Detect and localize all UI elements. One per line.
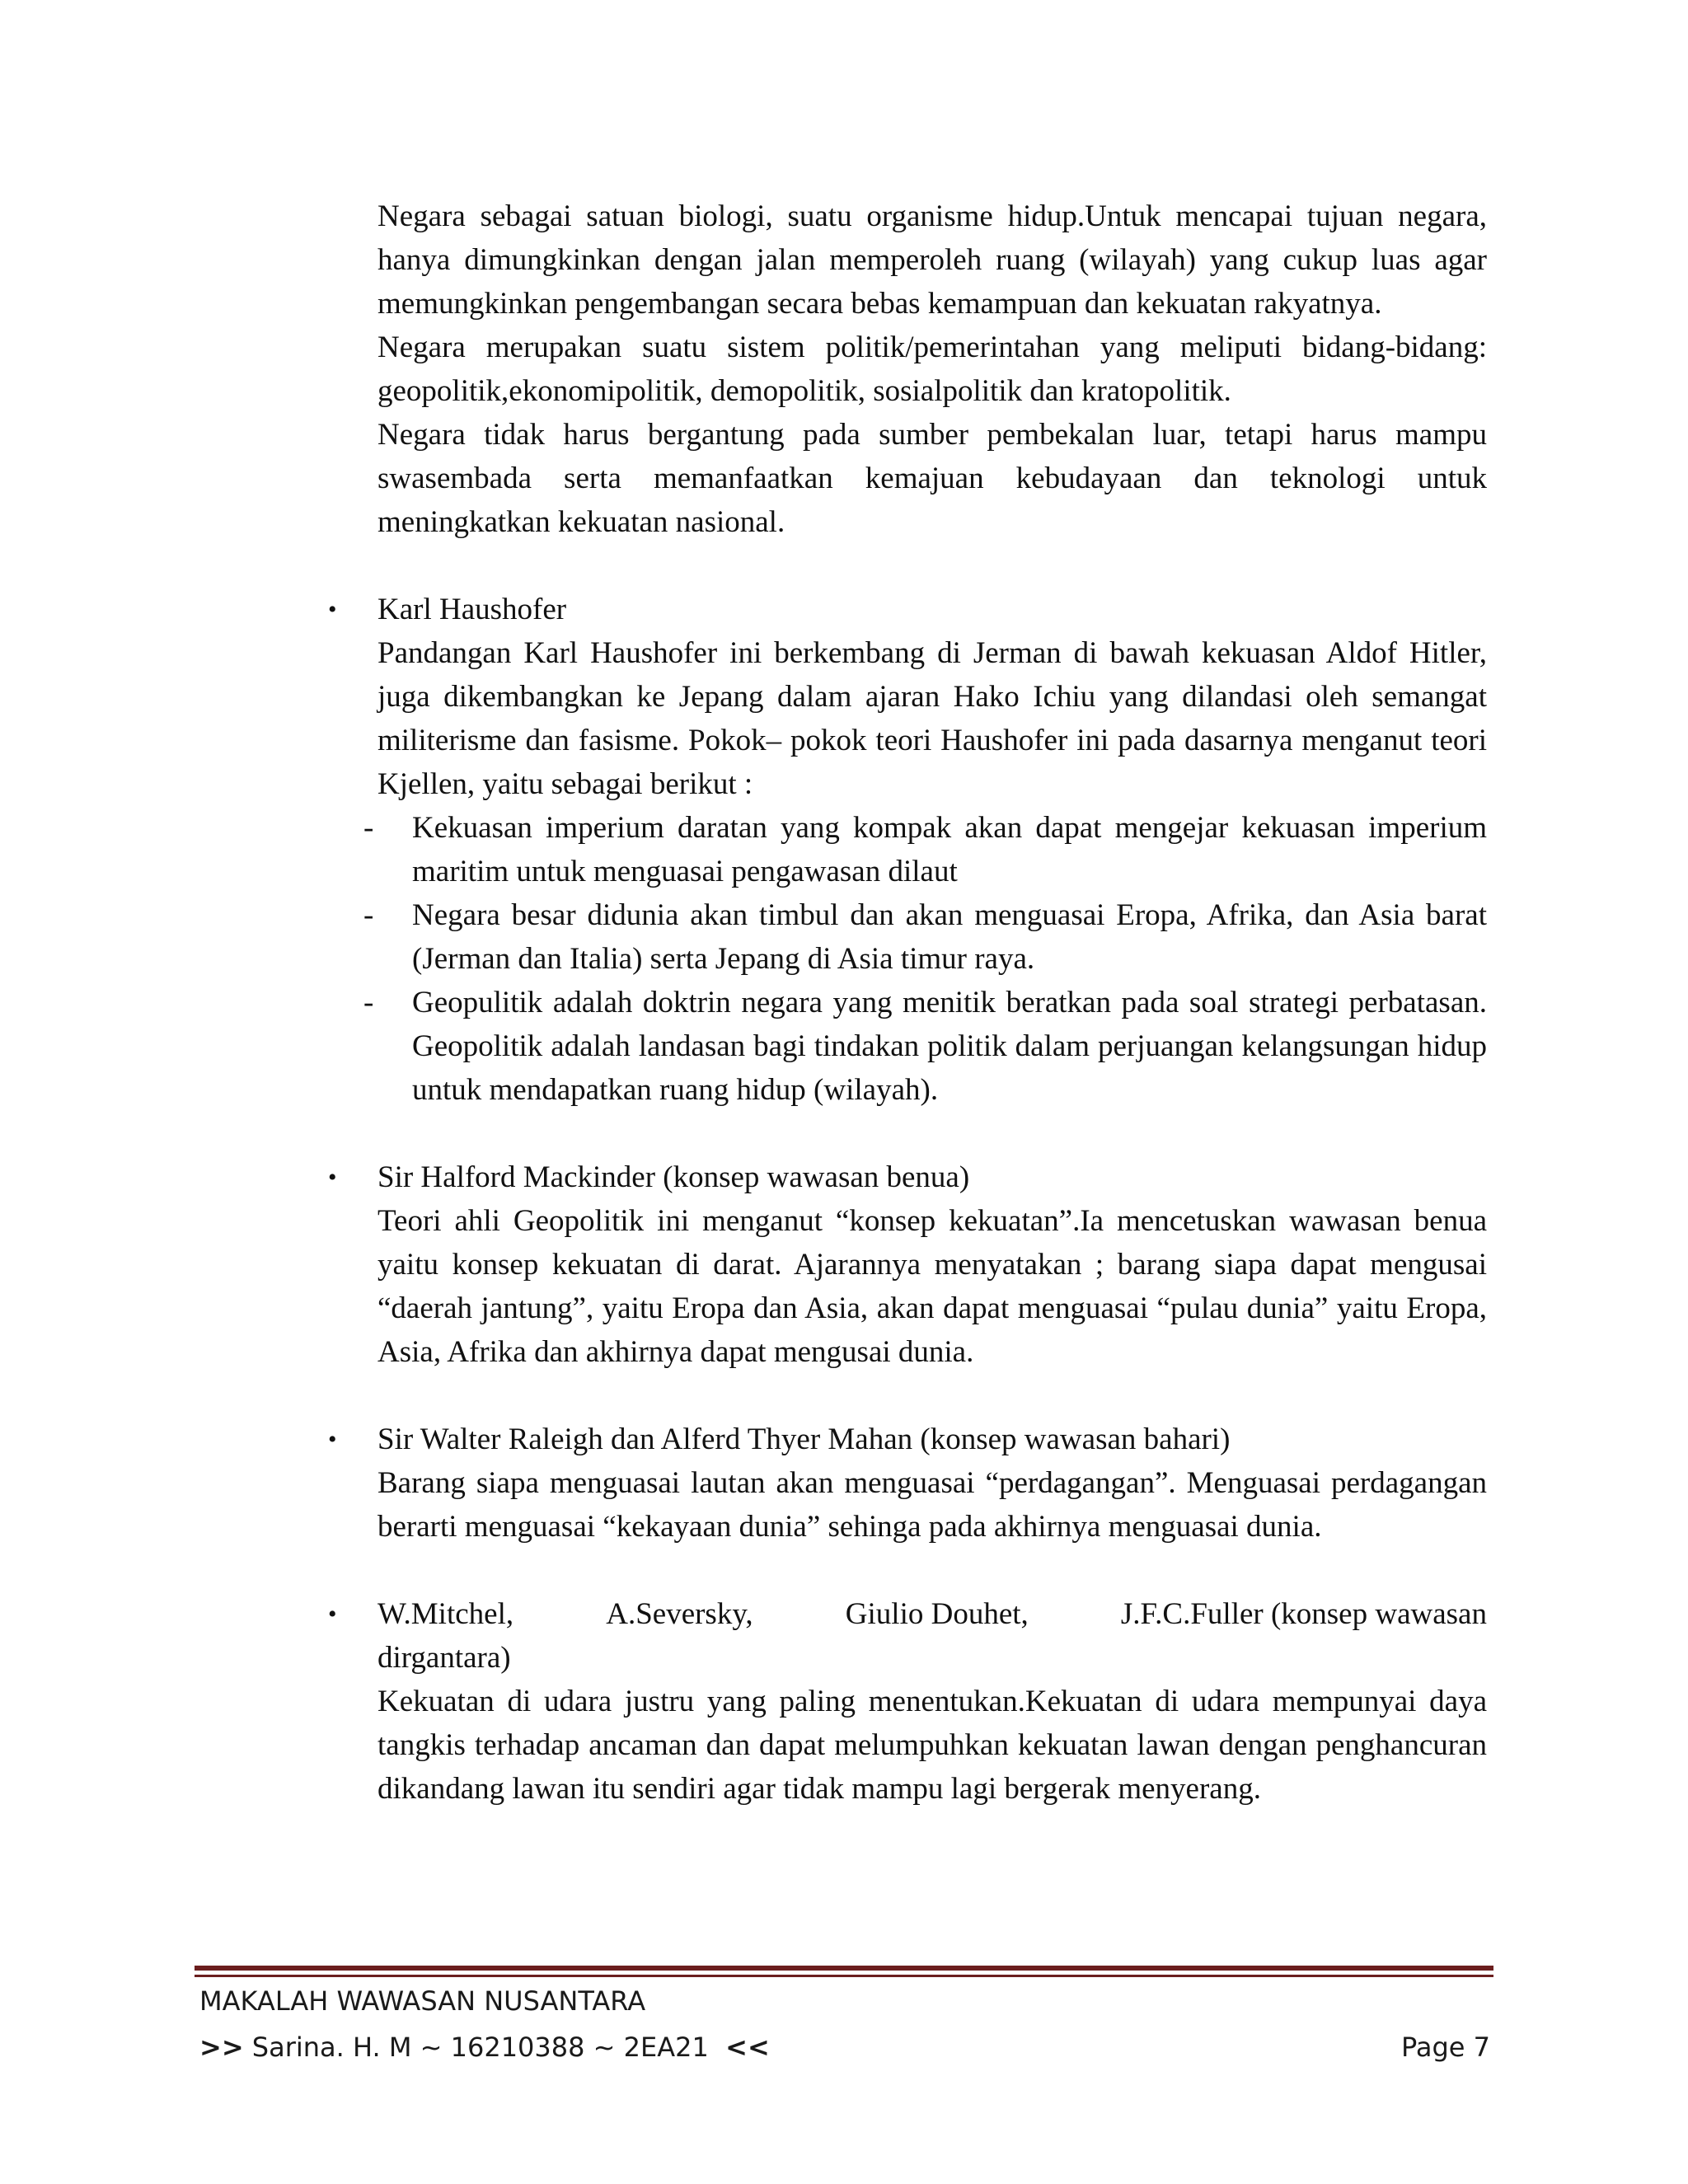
footer-divider	[195, 1966, 1493, 1971]
item-text: Kekuatan di udara justru yang paling menentukan.Kekuatan di udara mempunyai daya tangkis terhadap ancaman dan dapat melumpuhkan kekuatan lawan dengan penghancuran dikandang lawan itu sendiri agar tidak mampu lagi bergerak menyerang.	[377, 1685, 1487, 1806]
item-heading: Karl Haushofer	[377, 593, 567, 626]
item-text: Pandangan Karl Haushofer ini berkembang di Jerman di bawah kekuasan Aldof Hitler, juga dikembangkan ke Jepang dalam ajaran Hako Ichiu yang dilandasi oleh semangat militerisme dan fasisme. Pokok– pokok teori Haushofer ini pada dasarnya menganut teori Kjellen, yaitu sebagai berikut :	[377, 636, 1487, 801]
bullet-icon: •	[328, 1426, 337, 1453]
bullet-icon: •	[328, 1164, 337, 1191]
item-heading	[377, 1592, 1487, 1636]
list-item-haushofer	[313, 588, 1487, 1112]
heading-part: J.F.C.Fuller (konsep wawasan	[1120, 1597, 1487, 1631]
sub-list-item	[313, 806, 1487, 893]
footer-divider-thin	[195, 1975, 1493, 1977]
heading-part: Giulio Douhet,	[845, 1597, 1029, 1631]
footer-arrow-right: <<	[725, 2032, 770, 2063]
footer-title: MAKALAH WAWASAN NUSANTARA	[199, 1985, 646, 2017]
footer-author-line	[199, 2024, 770, 2070]
paragraph: Negara merupakan suatu sistem politik/pemerintahan yang meliputi bidang-bidang: geopolitik,ekonomipolitik, demopolitik, sosialpolitik dan kratopolitik.	[377, 330, 1487, 408]
intro-block	[313, 194, 1487, 544]
sub-list	[313, 806, 1487, 1112]
dash-icon: -	[363, 811, 374, 845]
footer-row	[199, 2024, 1490, 2070]
bullet-icon: •	[328, 596, 337, 623]
item-heading: Sir Halford Mackinder (konsep wawasan benua)	[377, 1160, 970, 1194]
item-heading: Sir Walter Raleigh dan Alferd Thyer Mahan (konsep wawasan bahari)	[377, 1422, 1231, 1456]
list-item-mackinder	[313, 1155, 1487, 1374]
item-heading-continued: dirgantara)	[377, 1641, 511, 1675]
dash-icon: -	[363, 986, 374, 1019]
item-text: Teori ahli Geopolitik ini menganut “konsep kekuatan”.Ia mencetuskan wawasan benua yaitu konsep kekuatan di darat. Ajarannya menyatakan ; barang siapa dapat mengusai “daerah jantung”, yaitu Eropa dan Asia, akan dapat menguasai “pulau dunia” yaitu Eropa, Asia, Afrika dan akhirnya dapat mengusai dunia.	[377, 1204, 1487, 1369]
list-item-raleigh-mahan	[313, 1418, 1487, 1549]
sub-item-text: Kekuasan imperium daratan yang kompak akan dapat mengejar kekuasan imperium maritim untuk menguasai pengawasan dilaut	[412, 811, 1487, 888]
page-body	[313, 194, 1487, 1811]
page-footer	[199, 1978, 1490, 2070]
sub-list-item	[313, 893, 1487, 981]
page-number: Page 7	[1401, 2032, 1490, 2063]
bullet-icon: •	[328, 1601, 337, 1628]
paragraph: Negara tidak harus bergantung pada sumber pembekalan luar, tetapi harus mampu swasembada serta memanfaatkan kemajuan kebudayaan dan teknologi untuk meningkatkan kekuatan nasional.	[377, 418, 1487, 539]
sub-item-text: Geopulitik adalah doktrin negara yang menitik beratkan pada soal strategi perbatasan. Geopolitik adalah landasan bagi tindakan politik dalam perjuangan kelangsungan hidup untuk mendapatkan ruang hidup (wilayah).	[412, 986, 1487, 1107]
list-item-dirgantara	[313, 1592, 1487, 1811]
heading-part: A.Seversky,	[606, 1597, 753, 1631]
dash-icon: -	[363, 898, 374, 932]
footer-arrow-left: >>	[199, 2032, 244, 2063]
footer-author: Sarina. H. M ~ 16210388 ~ 2EA21	[251, 2032, 709, 2063]
sub-list-item	[313, 981, 1487, 1112]
paragraph: Negara sebagai satuan biologi, suatu organisme hidup.Untuk mencapai tujuan negara, hanya dimungkinkan dengan jalan memperoleh ruang (wilayah) yang cukup luas agar memungkinkan pengembangan secara bebas kemampuan dan kekuatan rakyatnya.	[377, 199, 1487, 321]
item-text: Barang siapa menguasai lautan akan menguasai “perdagangan”. Menguasai perdagangan berarti menguasai “kekayaan dunia” sehinga pada akhirnya menguasai dunia.	[377, 1466, 1487, 1544]
heading-part: W.Mitchel,	[377, 1597, 514, 1631]
sub-item-text: Negara besar didunia akan timbul dan akan menguasai Eropa, Afrika, dan Asia barat (Jerman dan Italia) serta Jepang di Asia timur raya.	[412, 898, 1487, 976]
